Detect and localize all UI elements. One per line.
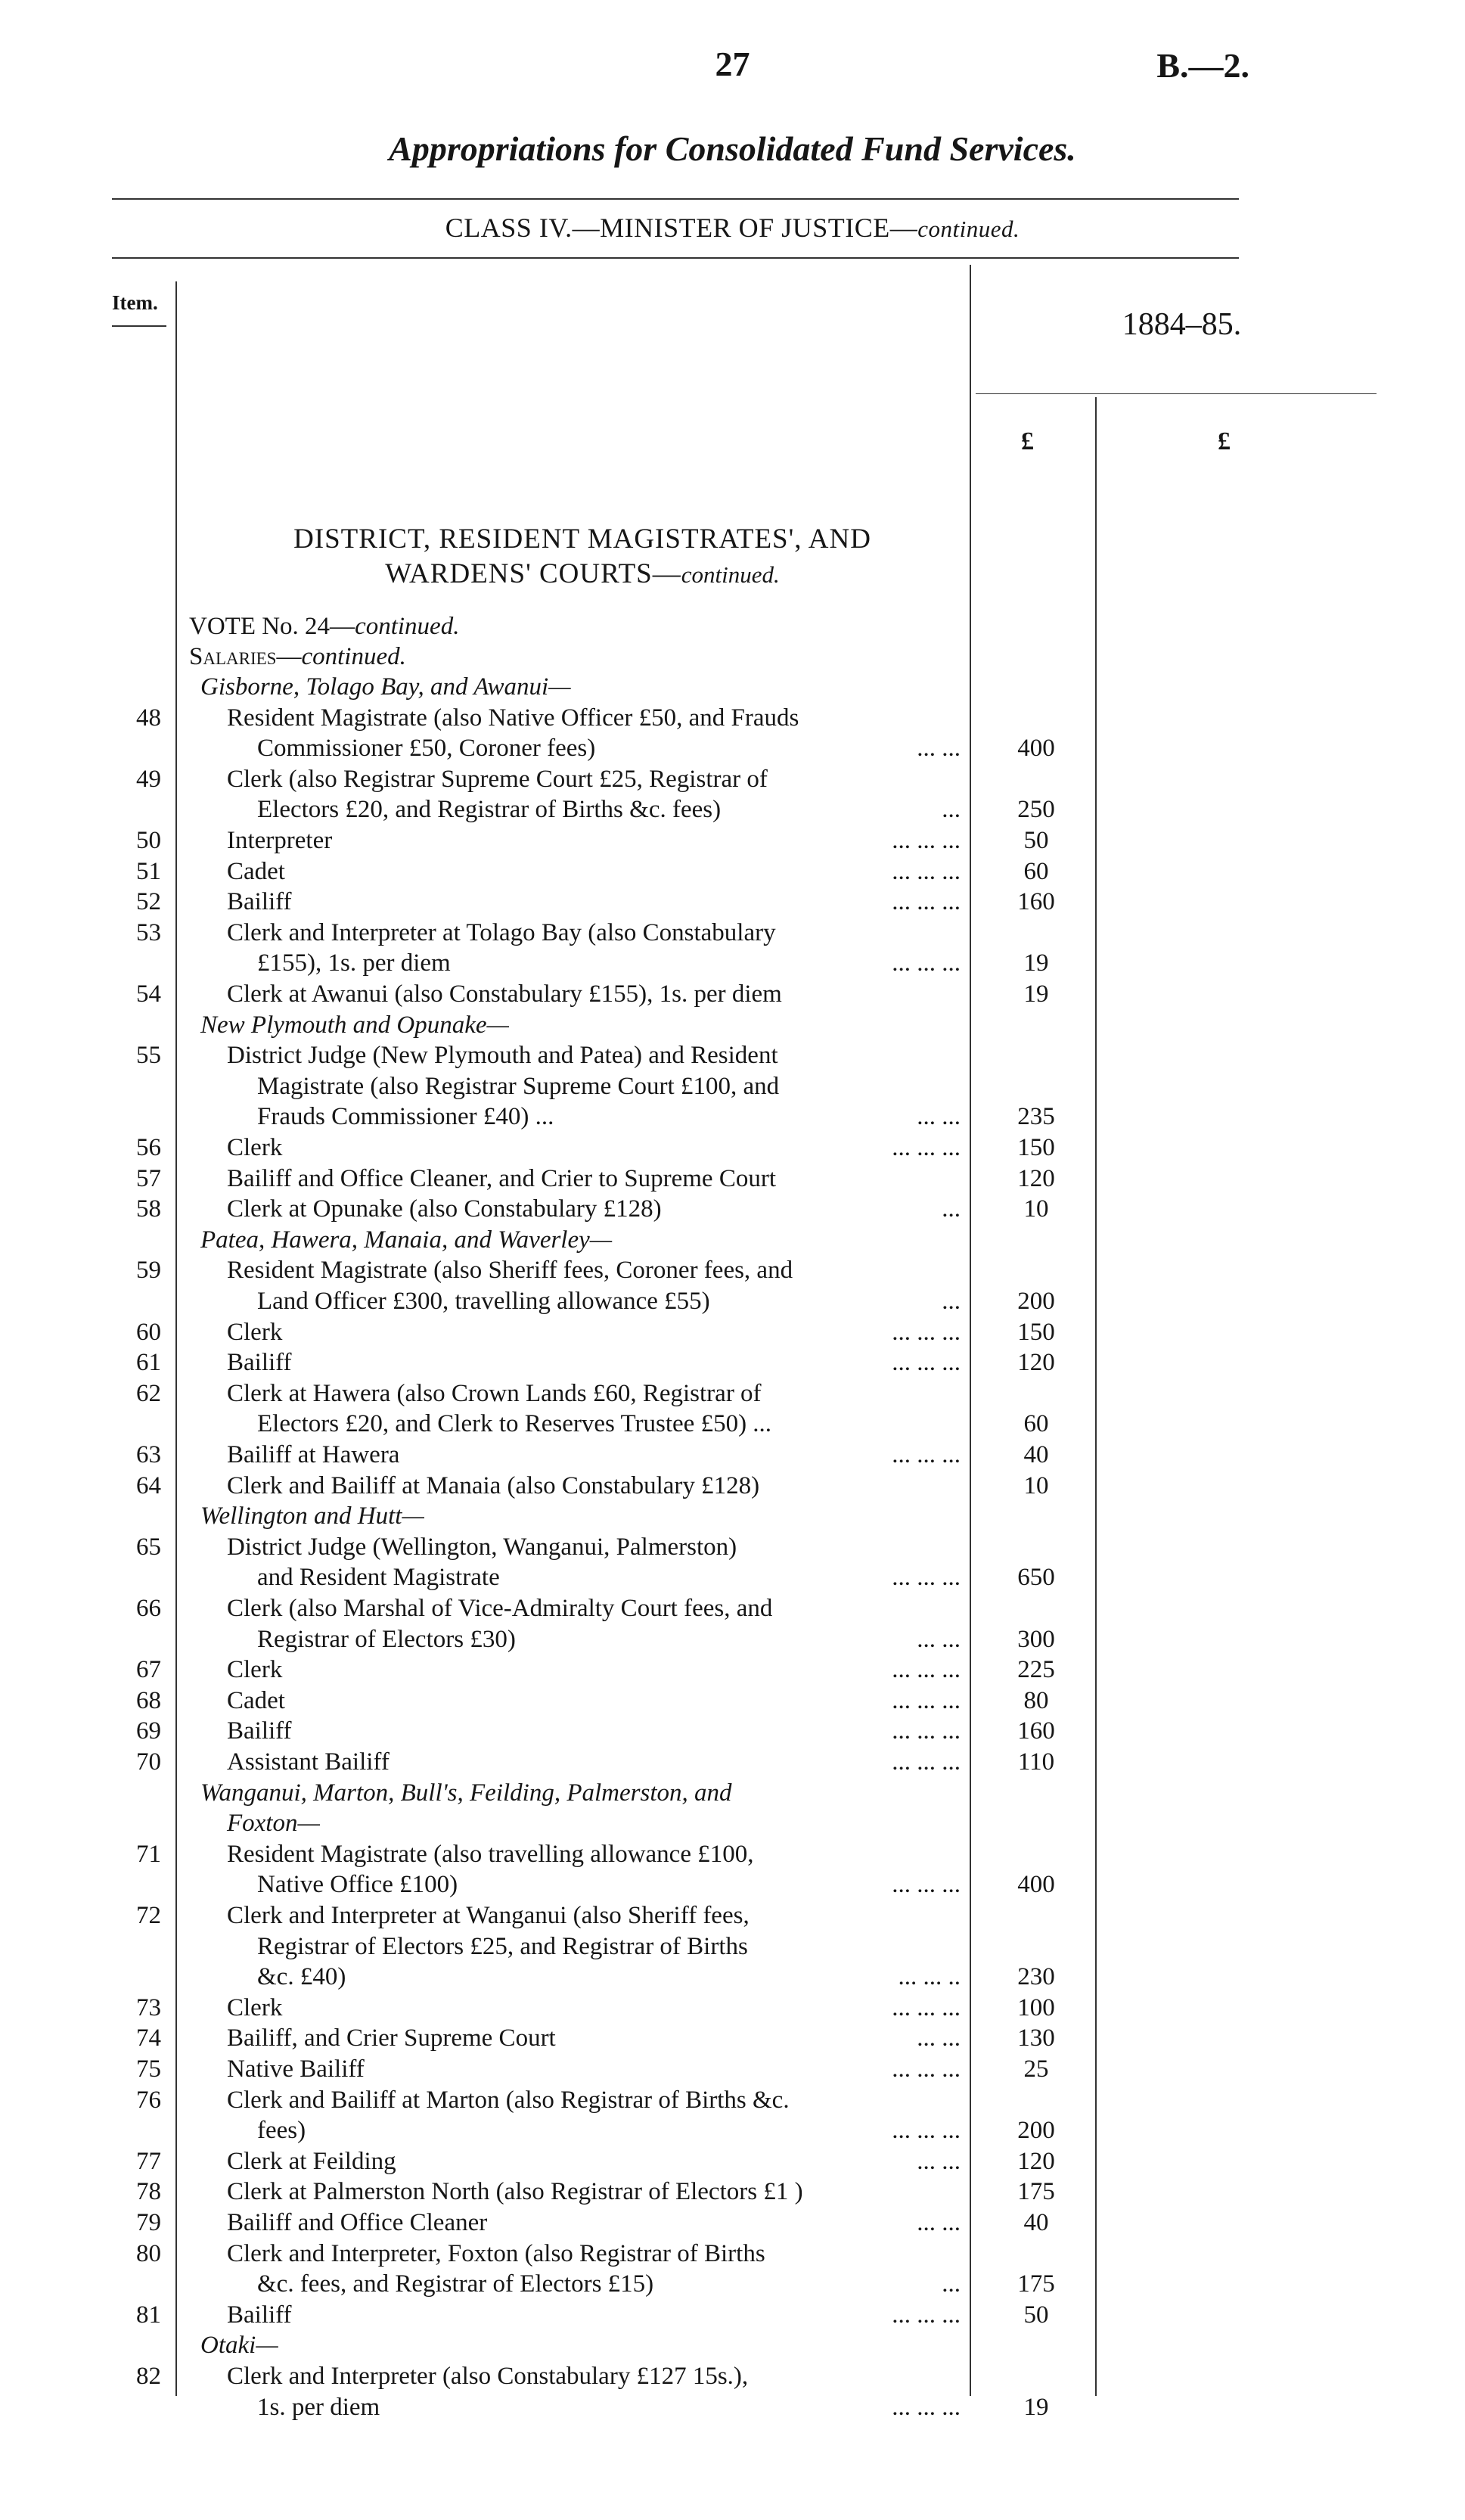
item-description: Clerk at Feilding — [227, 2147, 396, 2175]
item-number: 48 — [136, 704, 161, 732]
item-number: 59 — [136, 1257, 161, 1285]
leader-dots: ... ... — [917, 2024, 961, 2052]
item-column-header: Item. — [112, 291, 158, 314]
item-description: Clerk at Opunake (also Constabulary £128) — [227, 1195, 662, 1223]
section-heading: DISTRICT, RESIDENT MAGISTRATES', AND WARDENS' COURTS—continued. — [293, 524, 871, 589]
amount-cell: 19 — [1023, 980, 1049, 1008]
item-description: Bailiff — [227, 2301, 292, 2329]
leader-dots: ... ... ... — [892, 1564, 961, 1592]
amount-cell: 40 — [1023, 1441, 1049, 1468]
item-number: 82 — [136, 2363, 161, 2390]
class-heading: CLASS IV.—MINISTER OF JUSTICE—continued. — [445, 213, 1020, 243]
leader-dots: ... ... ... — [892, 1134, 961, 1161]
item-number: 69 — [136, 1717, 161, 1745]
item-number: 52 — [136, 888, 161, 916]
item-number: 80 — [136, 2239, 161, 2267]
item-description: Clerk (also Marshal of Vice-Admiralty Court fees, and — [227, 1595, 773, 1622]
table-row — [0, 1655, 1465, 1685]
amount-cell: 250 — [1017, 796, 1055, 824]
page-number: 27 — [715, 45, 750, 83]
table-row — [0, 1010, 1465, 1040]
salaries-heading: Salaries—continued. — [189, 643, 406, 670]
table-row — [0, 1040, 1465, 1070]
leader-dots: ... — [942, 796, 961, 824]
table-row — [0, 2330, 1465, 2360]
leader-dots: ... ... — [917, 735, 961, 763]
leader-dots: ... ... ... — [892, 1318, 961, 1346]
table-row — [0, 2085, 1465, 2115]
amount-cell: 10 — [1023, 1195, 1049, 1223]
item-description: Clerk and Interpreter (also Constabulary £127 15s.), — [227, 2363, 749, 2390]
item-description: and Resident Magistrate — [257, 1564, 500, 1592]
table-row — [0, 2239, 1465, 2269]
table-row — [0, 1471, 1465, 1501]
amount-cell: 120 — [1017, 1164, 1055, 1192]
table-row — [0, 2392, 1465, 2422]
amount-cell: 60 — [1023, 1410, 1049, 1438]
table-row — [0, 2115, 1465, 2146]
item-description: Resident Magistrate (also Native Officer £50, and Frauds — [227, 704, 799, 732]
amount-cell: 130 — [1017, 2024, 1055, 2052]
table-row — [0, 1225, 1465, 1255]
item-description: Clerk at Awanui (also Constabulary £155), 1s. per diem — [227, 980, 782, 1008]
item-description: Resident Magistrate (also travelling allowance £100, — [227, 1840, 754, 1868]
leader-dots: ... ... ... — [892, 1993, 961, 2021]
item-description: Clerk — [227, 1993, 283, 2021]
table-row — [0, 1378, 1465, 1409]
item-description: Bailiff at Hawera — [227, 1441, 400, 1468]
leader-dots: ... ... ... — [892, 857, 961, 885]
item-number: 77 — [136, 2147, 161, 2175]
item-number: 49 — [136, 765, 161, 793]
amount-cell: 150 — [1017, 1134, 1055, 1161]
table-row — [0, 1532, 1465, 1562]
leader-dots: ... — [942, 1288, 961, 1315]
item-description: 1s. per diem — [257, 2393, 380, 2421]
amount-cell: 160 — [1017, 888, 1055, 916]
item-description: Clerk and Interpreter, Foxton (also Registrar of Births — [227, 2239, 765, 2267]
leader-dots: ... ... — [917, 2209, 961, 2236]
table-row — [0, 1164, 1465, 1194]
item-description: Clerk and Interpreter at Tolago Bay (also Constabulary — [227, 918, 776, 946]
leader-dots: ... ... ... — [892, 1871, 961, 1899]
amount-cell: 10 — [1023, 1471, 1049, 1499]
item-description: District Judge (New Plymouth and Patea) and Resident — [227, 1042, 778, 1070]
item-description: Magistrate (also Registrar Supreme Court £100, and — [257, 1072, 780, 1100]
item-description: Gisborne, Tolago Bay, and Awanui— — [200, 673, 571, 701]
table-row — [0, 733, 1465, 763]
item-number: 56 — [136, 1134, 161, 1161]
amount-cell: 19 — [1023, 2393, 1049, 2421]
leader-dots: ... ... ... — [892, 949, 961, 977]
item-number: 66 — [136, 1595, 161, 1622]
amount-cell: 50 — [1023, 827, 1049, 854]
item-description: Cadet — [227, 1686, 285, 1714]
amount-cell: 50 — [1023, 2301, 1049, 2329]
table-row — [0, 1624, 1465, 1655]
table-row — [0, 672, 1465, 702]
leader-dots: ... ... ... — [892, 1748, 961, 1776]
leader-dots: ... ... ... — [892, 1349, 961, 1377]
item-description: Clerk — [227, 1656, 283, 1684]
amount-cell: 300 — [1017, 1625, 1055, 1653]
item-description: Native Bailiff — [227, 2055, 365, 2083]
item-number: 74 — [136, 2024, 161, 2052]
table-row — [0, 1716, 1465, 1746]
table-row — [0, 2146, 1465, 2177]
table-row — [0, 703, 1465, 733]
amount-cell: 175 — [1017, 2178, 1055, 2206]
table-row — [0, 794, 1465, 825]
item-description: Bailiff — [227, 888, 292, 916]
item-description: Resident Magistrate (also Sheriff fees, Coroner fees, and — [227, 1257, 793, 1285]
table-row — [0, 1409, 1465, 1439]
leader-dots: ... ... ... — [892, 1441, 961, 1468]
item-description: Frauds Commissioner £40) ... — [257, 1103, 554, 1131]
table-row — [0, 1562, 1465, 1592]
item-description: &c. fees, and Registrar of Electors £15) — [257, 2270, 654, 2298]
item-number: 63 — [136, 1441, 161, 1468]
item-number: 50 — [136, 827, 161, 854]
item-number: 81 — [136, 2301, 161, 2329]
year-rule — [976, 393, 1377, 394]
table-row — [0, 1501, 1465, 1531]
item-number: 73 — [136, 1993, 161, 2021]
item-number: 75 — [136, 2055, 161, 2083]
table-row — [0, 2177, 1465, 2207]
amount-cell: 40 — [1023, 2209, 1049, 2236]
item-number: 53 — [136, 918, 161, 946]
table-row — [0, 2269, 1465, 2299]
item-number: 67 — [136, 1656, 161, 1684]
leader-dots: ... ... ... — [892, 827, 961, 854]
item-number: 64 — [136, 1471, 161, 1499]
item-description: Bailiff — [227, 1717, 292, 1745]
table-row — [0, 2054, 1465, 2084]
table-row — [0, 825, 1465, 856]
item-number: 65 — [136, 1533, 161, 1561]
item-number: 62 — [136, 1379, 161, 1407]
leader-dots: ... ... ... — [892, 1656, 961, 1684]
table-row — [0, 2023, 1465, 2053]
table-row — [0, 1778, 1465, 1808]
item-description: &c. £40) — [257, 1963, 346, 1991]
item-description: Otaki— — [200, 2332, 278, 2360]
item-description: Electors £20, and Registrar of Births &c. fees) — [257, 796, 722, 824]
vote-heading: VOTE No. 24—continued. — [189, 613, 460, 640]
amount-cell: 160 — [1017, 1717, 1055, 1745]
item-number: 51 — [136, 857, 161, 885]
table-row — [0, 1286, 1465, 1316]
class-rule — [112, 257, 1239, 259]
table-row — [0, 1440, 1465, 1470]
item-description: Clerk — [227, 1134, 283, 1161]
item-number: 61 — [136, 1349, 161, 1377]
amount-cell: 175 — [1017, 2270, 1055, 2298]
title-rule — [112, 198, 1239, 200]
item-description: Clerk — [227, 1318, 283, 1346]
amount-cell: 200 — [1017, 2117, 1055, 2145]
item-number: 60 — [136, 1318, 161, 1346]
item-description: District Judge (Wellington, Wanganui, Palmerston) — [227, 1533, 737, 1561]
item-description: Patea, Hawera, Manaia, and Waverley— — [200, 1226, 613, 1254]
table-row — [0, 1839, 1465, 1869]
table-row — [0, 918, 1465, 948]
table-row — [0, 2361, 1465, 2391]
item-description: Clerk and Bailiff at Manaia (also Constabulary £128) — [227, 1471, 760, 1499]
item-number: 68 — [136, 1686, 161, 1714]
item-number: 58 — [136, 1195, 161, 1223]
item-number: 71 — [136, 1840, 161, 1868]
item-description: Registrar of Electors £30) — [257, 1625, 516, 1653]
item-number: 54 — [136, 980, 161, 1008]
amount-cell: 80 — [1023, 1686, 1049, 1714]
item-number: 72 — [136, 1902, 161, 1929]
leader-dots: ... ... ... — [892, 1686, 961, 1714]
table-row — [0, 1317, 1465, 1347]
item-number: 70 — [136, 1748, 161, 1776]
page-title: Appropriations for Consolidated Fund Services. — [389, 129, 1076, 168]
table-row — [0, 1747, 1465, 1777]
amount-cell: 150 — [1017, 1318, 1055, 1346]
table-row — [0, 1962, 1465, 1992]
financial-year-header: 1884–85. — [1122, 307, 1242, 342]
table-row — [0, 1993, 1465, 2023]
item-description: Clerk at Palmerston North (also Registrar of Electors £1 ) — [227, 2178, 803, 2206]
table-row — [0, 856, 1465, 887]
table-row — [0, 1686, 1465, 1716]
table-row — [0, 1931, 1465, 1962]
table-row — [0, 1255, 1465, 1285]
item-number: 55 — [136, 1042, 161, 1070]
leader-dots: ... — [942, 1195, 961, 1223]
leader-dots: ... ... ... — [892, 2301, 961, 2329]
document-reference: B.—2. — [1156, 46, 1249, 85]
item-number: 76 — [136, 2086, 161, 2114]
item-description: Land Officer £300, travelling allowance £55) — [257, 1288, 710, 1315]
item-description: Electors £20, and Clerk to Reserves Trustee £50) ... — [257, 1410, 772, 1438]
table-row — [0, 1900, 1465, 1931]
amount-cell: 120 — [1017, 1349, 1055, 1377]
item-description: Foxton— — [227, 1810, 320, 1838]
table-row — [0, 1071, 1465, 1102]
amount-cell: 225 — [1017, 1656, 1055, 1684]
leader-dots: ... ... ... — [892, 888, 961, 916]
table-row — [0, 2208, 1465, 2238]
currency-symbol: £ — [1021, 427, 1034, 455]
table-row — [0, 1102, 1465, 1132]
leader-dots: ... ... ... — [892, 1717, 961, 1745]
table-row — [0, 2300, 1465, 2330]
item-description: Cadet — [227, 857, 285, 885]
item-description: Bailiff — [227, 1349, 292, 1377]
item-number: 78 — [136, 2178, 161, 2206]
item-description: New Plymouth and Opunake— — [200, 1011, 509, 1039]
amount-cell: 235 — [1017, 1103, 1055, 1131]
amount-cell: 110 — [1017, 1748, 1055, 1776]
table-row — [0, 1808, 1465, 1838]
table-row — [0, 948, 1465, 978]
amount-cell: 25 — [1023, 2055, 1049, 2083]
item-description: Bailiff, and Crier Supreme Court — [227, 2024, 556, 2052]
amount-cell: 120 — [1017, 2147, 1055, 2175]
item-description: Clerk (also Registrar Supreme Court £25, Registrar of — [227, 765, 768, 793]
amount-cell: 230 — [1017, 1963, 1055, 1991]
table-row — [0, 1347, 1465, 1378]
leader-dots: ... ... — [917, 2147, 961, 2175]
leader-dots: ... ... ... — [892, 2117, 961, 2145]
leader-dots: ... — [942, 2270, 961, 2298]
item-description: Wanganui, Marton, Bull's, Feilding, Palmerston, and — [200, 1779, 732, 1807]
table-row — [0, 887, 1465, 917]
amount-cell: 100 — [1017, 1993, 1055, 2021]
currency-symbol: £ — [1218, 427, 1231, 455]
amount-cell: 19 — [1023, 949, 1049, 977]
leader-dots: ... ... ... — [892, 2393, 961, 2421]
item-description: Native Office £100) — [257, 1871, 458, 1899]
item-description: Clerk at Hawera (also Crown Lands £60, Registrar of — [227, 1379, 762, 1407]
item-description: Interpreter — [227, 827, 333, 854]
item-description: Commissioner £50, Coroner fees) — [257, 735, 596, 763]
table-row — [0, 1133, 1465, 1163]
leader-dots: ... ... ... — [892, 2055, 961, 2083]
item-number: 57 — [136, 1164, 161, 1192]
table-row — [0, 764, 1465, 794]
amount-cell: 400 — [1017, 735, 1055, 763]
table-row — [0, 1869, 1465, 1900]
item-description: fees) — [257, 2117, 306, 2145]
leader-dots: ... ... .. — [898, 1963, 961, 1991]
item-description: Bailiff and Office Cleaner, and Crier to Supreme Court — [227, 1164, 776, 1192]
item-description: Clerk and Interpreter at Wanganui (also Sheriff fees, — [227, 1902, 750, 1929]
leader-dots: ... ... — [917, 1103, 961, 1131]
table-row — [0, 1593, 1465, 1624]
item-header-rule — [112, 325, 166, 327]
item-description: Bailiff and Office Cleaner — [227, 2209, 488, 2236]
amount-cell: 400 — [1017, 1871, 1055, 1899]
item-description: Clerk and Bailiff at Marton (also Registrar of Births &c. — [227, 2086, 790, 2114]
item-description: £155), 1s. per diem — [257, 949, 451, 977]
amount-cell: 200 — [1017, 1288, 1055, 1315]
table-row — [0, 1194, 1465, 1224]
table-row — [0, 979, 1465, 1009]
item-description: Wellington and Hutt— — [200, 1502, 424, 1530]
item-description: Registrar of Electors £25, and Registrar of Births — [257, 1932, 748, 1960]
amount-cell: 650 — [1017, 1564, 1055, 1592]
leader-dots: ... ... — [917, 1625, 961, 1653]
item-number: 79 — [136, 2209, 161, 2236]
item-description: Assistant Bailiff — [227, 1748, 390, 1776]
amount-cell: 60 — [1023, 857, 1049, 885]
